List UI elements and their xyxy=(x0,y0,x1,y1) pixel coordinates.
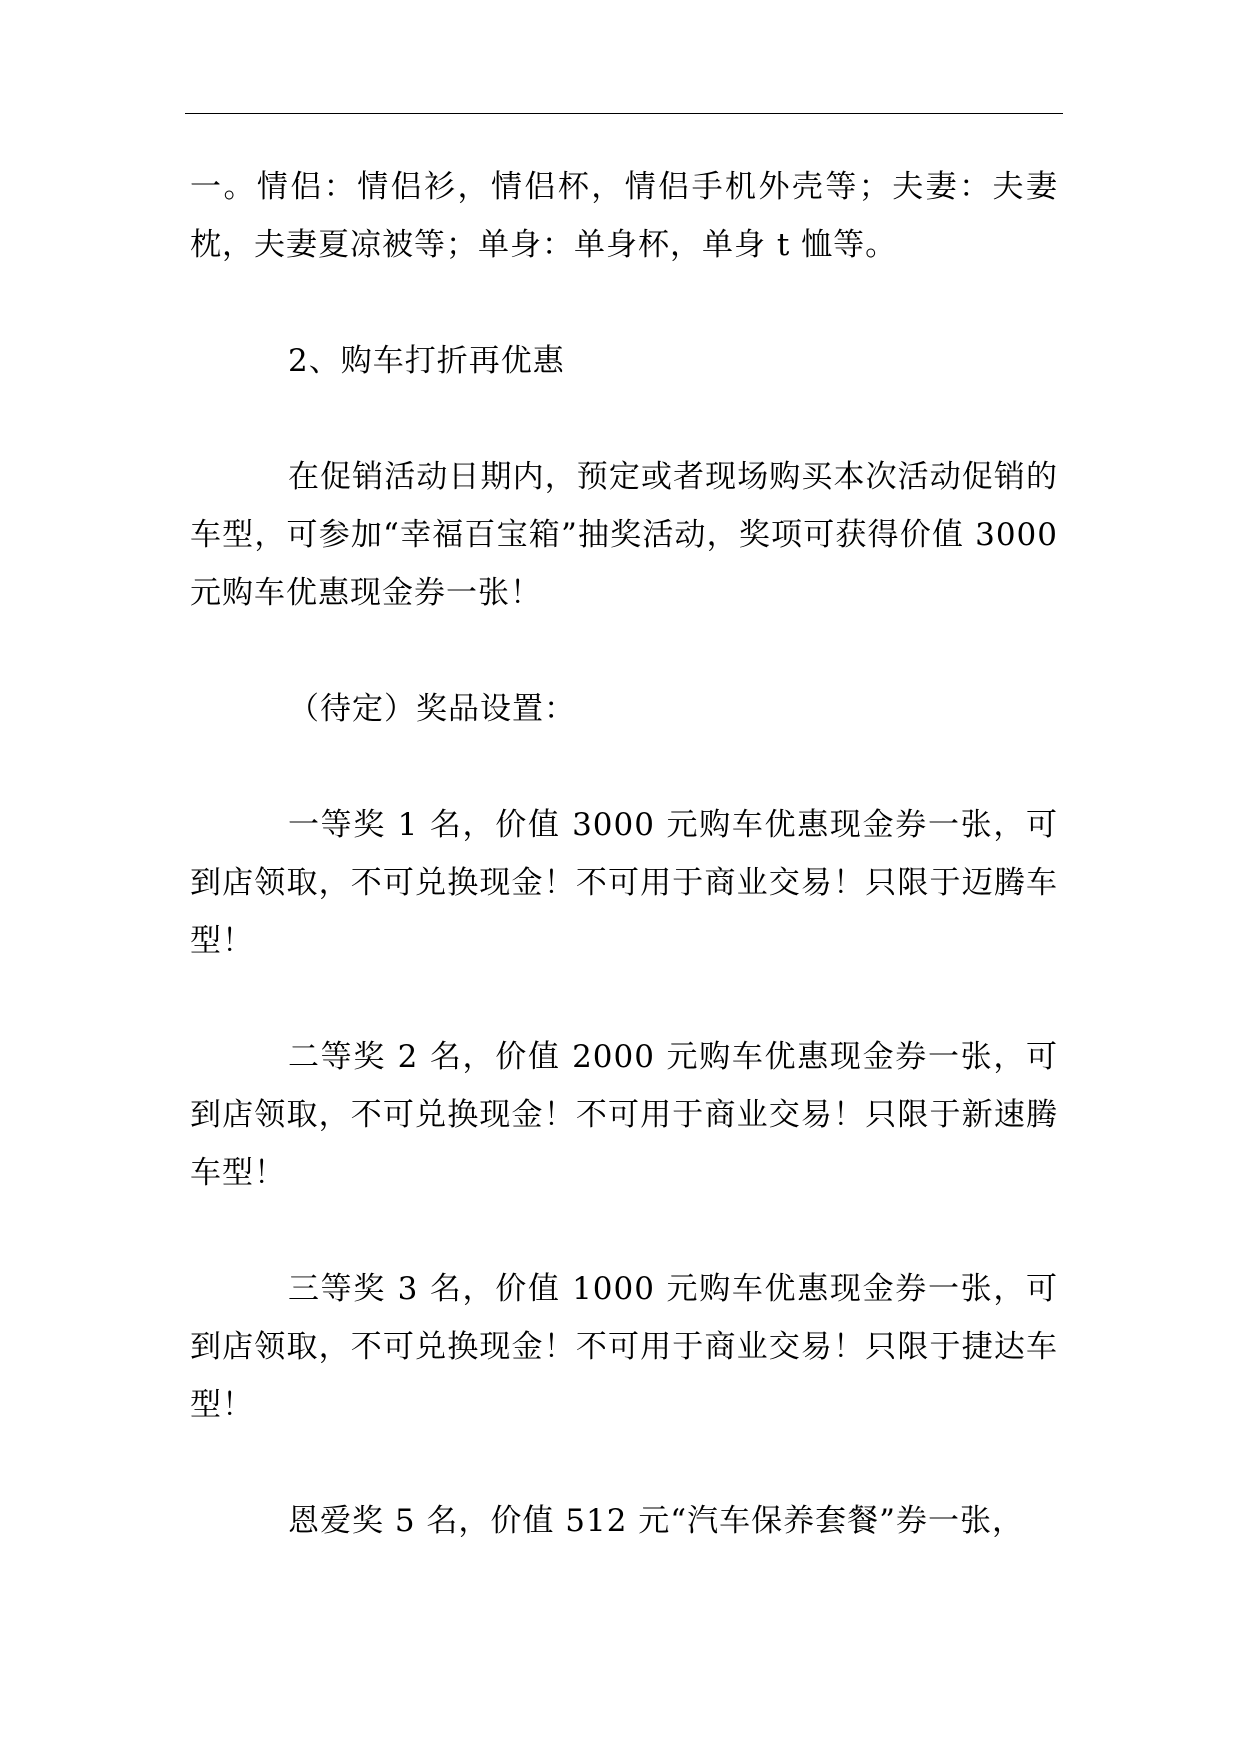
paragraph-love-prize: 恩爱奖 5 名，价值 512 元“汽车保养套餐”券一张， xyxy=(288,1503,1025,1539)
document-body xyxy=(190,158,1058,1550)
header-rule xyxy=(185,113,1063,114)
paragraph-lottery-intro: 在促销活动日期内，预定或者现场购买本次活动促销的车型，可参加“幸福百宝箱”抽奖活动，奖项可获得价值 3000 元购车优惠现金券一张！ xyxy=(190,459,1058,611)
section-heading-discount: 2、购车打折再优惠 xyxy=(288,343,565,379)
paragraph-third-prize: 三等奖 3 名，价值 1000 元购车优惠现金券一张，可到店领取，不可兑换现金！不可用于商业交易！只限于捷达车型！ xyxy=(190,1271,1058,1423)
paragraph-gift-list: 一。情侣：情侣衫，情侣杯，情侣手机外壳等；夫妻：夫妻枕，夫妻夏凉被等；单身：单身杯，单身 t 恤等。 xyxy=(190,169,1058,263)
paragraph-first-prize: 一等奖 1 名，价值 3000 元购车优惠现金券一张，可到店领取，不可兑换现金！不可用于商业交易！只限于迈腾车型！ xyxy=(190,807,1058,959)
paragraph-second-prize: 二等奖 2 名，价值 2000 元购车优惠现金券一张，可到店领取，不可兑换现金！不可用于商业交易！只限于新速腾车型！ xyxy=(190,1039,1058,1191)
prize-settings-heading: （待定）奖品设置： xyxy=(288,691,576,727)
